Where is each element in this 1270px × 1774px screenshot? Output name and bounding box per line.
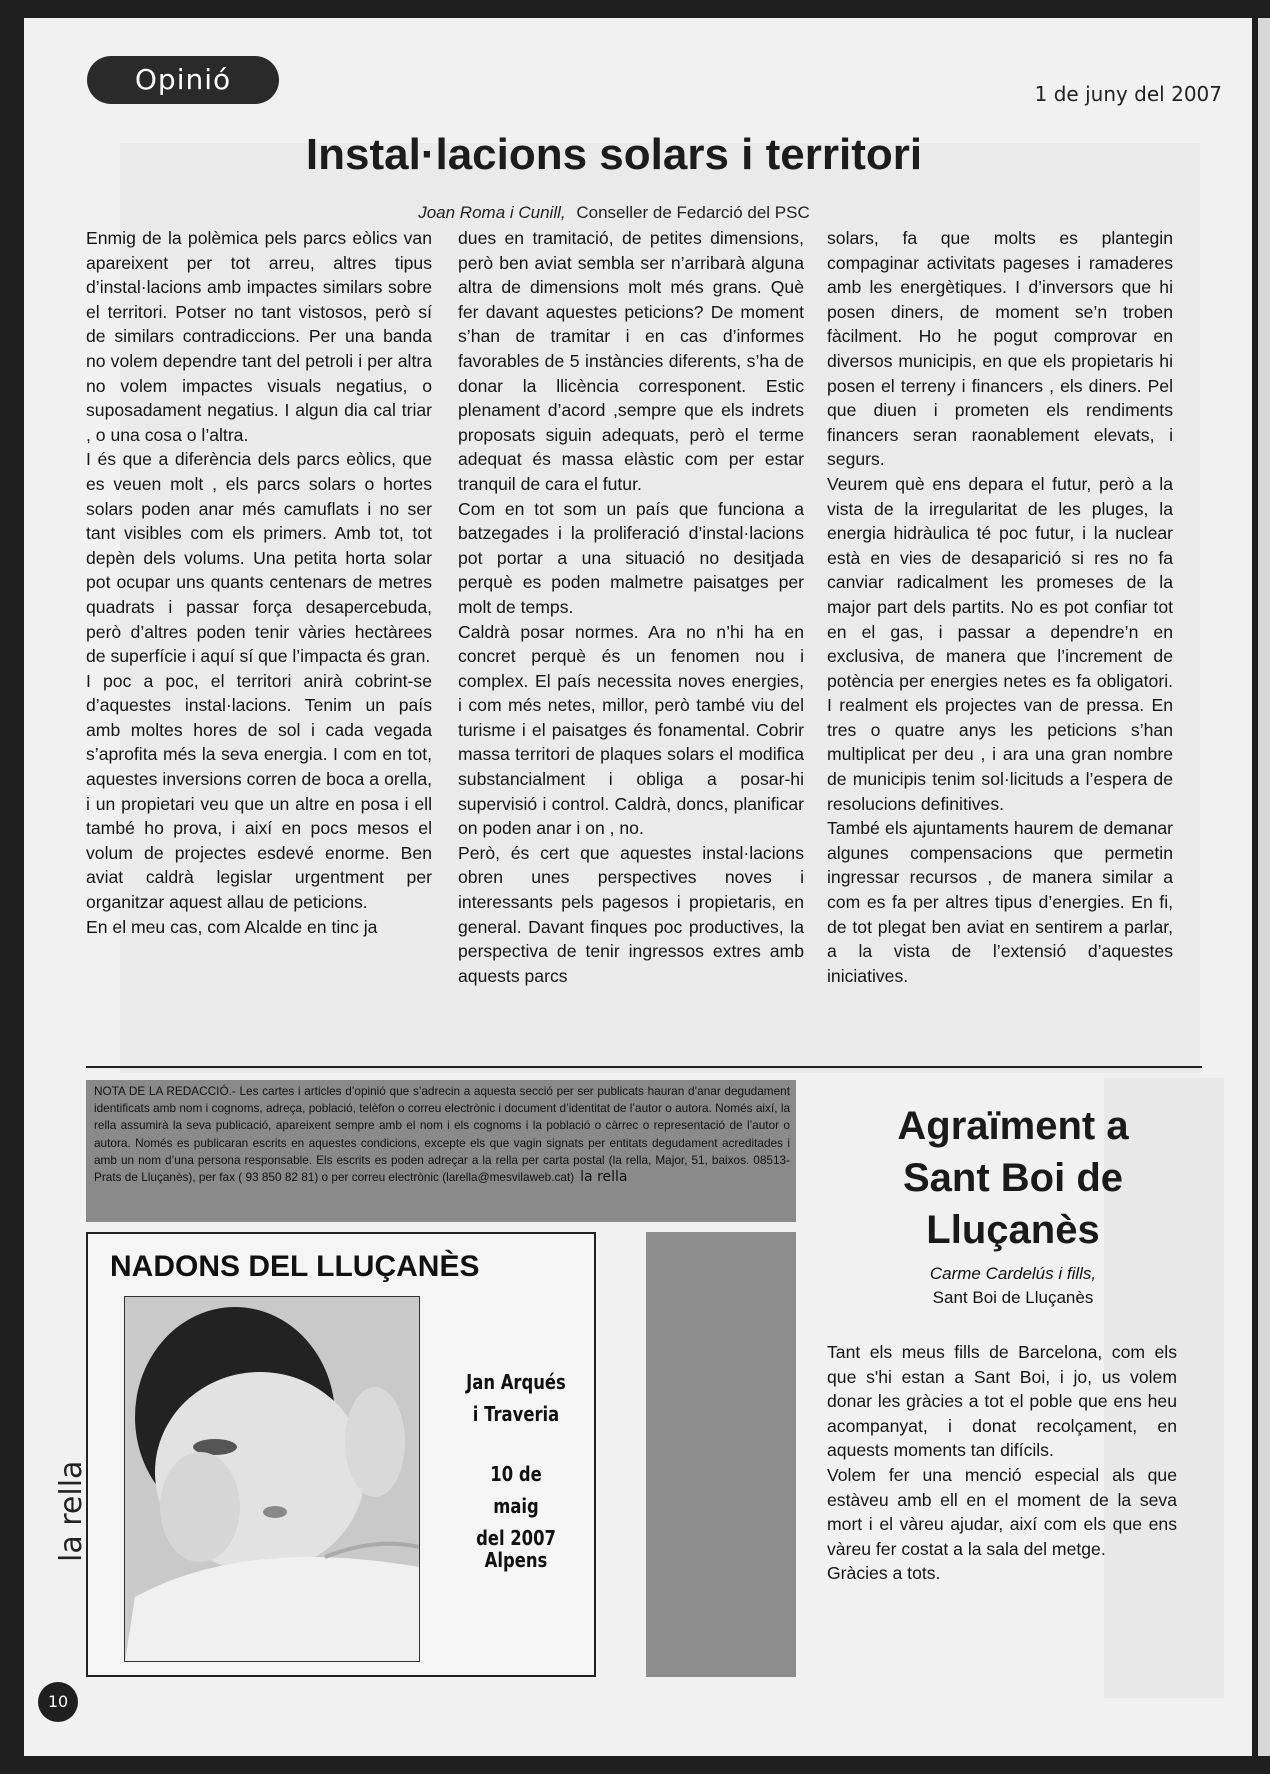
paragraph: Però, és cert que aquestes instal·lacions obren unes perspectives noves i interessants pels pagesos i propietaris, en general. Davant finques poc productives, la perspectiva de tenir ingressos extres amb aquests parcs (458, 842, 804, 986)
birth-place: Alpens (484, 1548, 548, 1572)
paragraph: Com en tot som un país que funciona a batzegades i la proliferació d’instal·lacions pot portar a una situació no desitjada perquè es poden malmetre paisatges per molt de temps. (458, 498, 804, 617)
article-column-2 (458, 226, 804, 1060)
article-column-1 (86, 226, 432, 1060)
thanks-title: Agraïment a Sant Boi de Lluçanès (897, 1104, 1129, 1252)
paragraph: Tant els meus fills de Barcelona, com els que s'hi estan a Sant Boi, i jo, us volem donar les gràcies a tot el poble que ens heu acompanyat, i donat recolçament, en aquests moments tan difícils. (827, 1342, 1177, 1461)
author-name: Joan Roma i Cunill, (418, 203, 566, 222)
baby-photo (124, 1296, 420, 1662)
magazine-masthead: la rella (54, 1460, 89, 1562)
editorial-note (94, 1083, 790, 1186)
author-role: Conseller de Fedarció del PSC (576, 203, 810, 222)
paragraph: I poc a poc, el territori anirà cobrint-se d’aquestes instal·lacions. Tenim un país amb moltes hores de sol i cada vegada s’aprofita més la seva energia. I com en tot, aquestes inversions corren de boca a orella, i un propietari veu que un altre en posa i ell també ho prova, i així en pocs mesos el volum de projectes esdevé enorme. Ben aviat caldrà legislar urgentment per organitzar aquest allau de peticions. (86, 670, 432, 913)
paragraph: Veurem què ens depara el futur, però a la vista de la irregularitat de les pluges, la energia hidràulica té poc futur, i la nuclear està en vies de desaparició si res no fa canviar radicalment les promeses de la major part dels partits. No es pot confiar tot en el gas, i passar a dependre’n en exclusiva, de manera que l’increment de potència per energies netes es fa obligatori. I realment els projectes van de pressa. En tres o quatre anys les peticions s’han multiplicat per deu , i ara una gran nombre de municipis tenim sol·licituds a l’espera de resolucions definitives. (827, 473, 1173, 814)
section-divider (86, 1066, 1202, 1068)
article-byline (0, 203, 1228, 223)
paragraph: També els ajuntaments haurem de demanar algunes compensacions que permetin ingressar recursos , de manera similar a com es fa per altres tipus d’energies. En fi, de tot plegat ben aviat en sentirem a parlar, a la vista de l’extensió d’aquestes iniciatives. (827, 818, 1173, 986)
rella-logo: la rella (580, 1169, 628, 1186)
issue-date: 1 de juny del 2007 (1034, 82, 1222, 106)
page-spine (1258, 18, 1270, 1756)
paragraph: Enmig de la polèmica pels parcs eòlics van apareixent per tot arreu, altres tipus d’instal·lacions amb impactes similars sobre el territori. Potser no tant vistosos, però sí de similars contradiccions. Per una banda no volem dependre tant del petroli i per altra no volem impactes visuals negatius, o suposadament negatius. I algun dia cal triar , o una cosa o l’altra. (86, 228, 432, 445)
paragraph: Volem fer una menció especial als que estàveu amb ell en el moment de la seva mort i el vàreu ajudar, així com els que ens vàreu fer costat a la sala del metge. (827, 1464, 1177, 1559)
paragraph: En el meu cas, com Alcalde en tinc ja (86, 916, 378, 937)
section-label: Opinió (87, 56, 279, 104)
birth-date: 10 de maig del 2007 (476, 1462, 556, 1550)
thanks-author: Carme Cardelús i fills, Sant Boi de Lluçanès (929, 1264, 1097, 1307)
paragraph: I és que a diferència dels parcs eòlics, que es veuen molt , els parcs solars o hortes solars poden anar més camuflats i no ser tant visibles com els primers. Amb tot, tot depèn dels volums. Una petita horta solar pot ocupar uns quants centenars de metres quadrats i passar força desapercebuda, però d’altres poden tenir vàries hectàrees de superfície i aquí sí que l’impacta és gran. (86, 449, 432, 667)
editorial-note-text: NOTA DE LA REDACCIÓ.- Les cartes i articles d’opinió que s’adrecin a aquesta secció per ser publicats hauran d’anar degudament identificats amb nom i cognoms, adreça, població, telèfon o correu electrònic i document d’identitat de l’autor o autora. Només així, la rella assumirà la seva publicació, apareixent sempre amb el nom i els cognoms i la població o càrrec o representació de l’autor o autora. Només es publicaran escrits en aquestes condicions, excepte els que vagin signats per entitats degudament acreditades i amb un nom d’una persona responsable. Els escrits es poden adreçar a la rella per carta postal (la rella, Major, 51, baixos. 08513-Prats de Lluçanès), per fax ( 93 850 82 81) o per correu electrònic (larella@mesvilaweb.cat) (94, 1084, 790, 1185)
article-title: Instal·lacions solars i territori (305, 130, 923, 179)
paragraph: dues en tramitació, de petites dimensions, però ben aviat sembla ser n’arribarà alguna altra de dimensions molt més grans. Què fer davant aquestes peticions? De moment s’han de tramitar i en cas d’informes favorables de 5 instàncies diferents, s’ha de donar la llicència corresponent. Estic plenament d’acord ,sempre que els indrets proposats siguin adequats, però el terme adequat és massa elàstic com per estar tranquil de cara el futur. (458, 228, 804, 494)
births-title: NADONS DEL LLUÇANÈS (110, 1250, 480, 1283)
paragraph: solars, fa que molts es plantegin compaginar activitats pageses i ramaderes amb les energètiques. I d’inversors que hi posen diners, de moment se’n troben fàcilment. Ho he pogut comprovar en diversos municipis, en que els propietaris hi posen el terreny i financers , els diners. Pel que diuen i prometen els rendiments financers seran raonablement elevats, i segurs. (827, 228, 1173, 470)
paragraph: Caldrà posar normes. Ara no n’hi ha en concret perquè és un fenomen nou i complex. El país necessita noves energies, i com més netes, millor, però també viu del turisme i el paisatges és fonamental. Cobrir massa territori de plaques solars el modifica substancialment i obliga a posar-hi supervisió i control. Caldrà, doncs, planificar on poden anar i on , no. (458, 621, 804, 839)
grey-filler-block (646, 1232, 796, 1677)
paragraph: Gràcies a tots. (827, 1563, 941, 1584)
baby-name: Jan Arqués i Traveria (466, 1370, 566, 1426)
article-column-3 (827, 226, 1173, 1060)
page-number: 10 (38, 1682, 78, 1722)
sleeping-baby-illustration (125, 1297, 419, 1661)
thanks-body (827, 1340, 1177, 1586)
